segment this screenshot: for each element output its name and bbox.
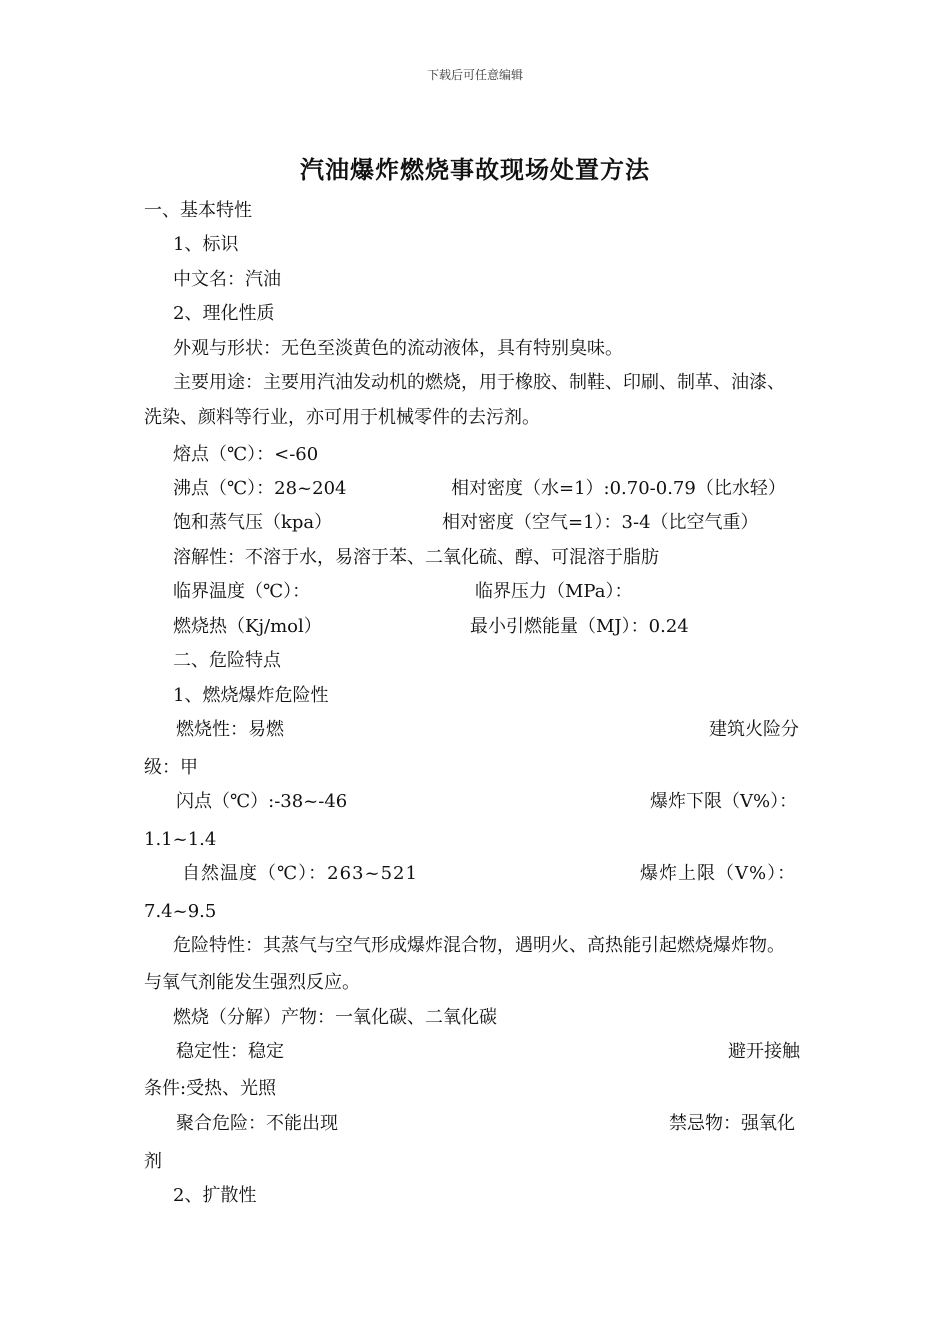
critical-pressure: 临界压力（MPa）： [475,581,633,602]
autoignition-temperature: 自然温度（℃）：263~521 [182,863,418,884]
fire-class-label: 建筑火险分 [709,719,799,740]
hazard-characteristics-line1: 危险特性：其蒸气与空气形成爆炸混合物，遇明火、高热能引起燃烧爆炸物。 [173,935,785,956]
incompatible-materials-value: 剂 [144,1151,162,1172]
chinese-name: 中文名：汽油 [173,269,281,290]
combustion-heat: 燃烧热（Kj/mol） [173,616,322,637]
subheading-diffusion: 2、扩散性 [173,1185,257,1206]
incompatible-materials-label: 禁忌物：强氧化 [669,1113,795,1134]
flammability: 燃烧性：易燃 [176,719,284,740]
melting-point: 熔点（℃）：<-60 [173,444,319,465]
document-title: 汽油爆炸燃烧事故现场处置方法 [300,155,650,184]
minimum-ignition-energy: 最小引燃能量（MJ）：0.24 [470,616,689,637]
solubility: 溶解性：不溶于水，易溶于苯、二氧化硫、醇、可混溶于脂肪 [173,547,659,568]
flash-point: 闪点（℃）:-38~-46 [176,791,348,812]
relative-density-water: 相对密度（水=1）:0.70-0.79（比水轻） [451,478,786,499]
section-heading-hazards: 二、危险特点 [173,650,281,671]
polymerization-hazard: 聚合危险：不能出现 [176,1113,338,1134]
boiling-point: 沸点（℃）：28~204 [173,478,347,499]
subheading-fire-explosion: 1、燃烧爆炸危险性 [173,685,329,706]
usage-text-line1: 主要用途：主要用汽油发动机的燃烧，用于橡胶、制鞋、印刷、制革、油漆、 [173,372,785,393]
conditions-to-avoid-label: 避开接触 [728,1041,800,1062]
subheading-identification: 1、标识 [173,234,239,255]
lower-explosion-limit-label: 爆炸下限（V%）： [650,791,798,812]
subheading-physicochemical: 2、理化性质 [173,303,275,324]
hazard-characteristics-line2: 与氧气剂能发生强烈反应。 [144,972,360,993]
upper-explosion-limit-label: 爆炸上限（V%）： [640,863,797,884]
upper-explosion-limit-value: 7.4~9.5 [144,901,217,922]
lower-explosion-limit-value: 1.1~1.4 [144,829,217,850]
combustion-products: 燃烧（分解）产物：一氧化碳、二氧化碳 [173,1007,497,1028]
critical-temperature: 临界温度（℃）： [173,581,311,602]
header-note: 下载后可任意编辑 [426,68,523,82]
section-heading-basic-properties: 一、基本特性 [144,200,252,221]
vapor-pressure: 饱和蒸气压（kpa） [173,512,333,533]
relative-density-air: 相对密度（空气=1）：3-4（比空气重） [442,512,759,533]
usage-text-line2: 洗染、颜料等行业，亦可用于机械零件的去污剂。 [144,407,540,428]
fire-class-value: 级：甲 [144,757,198,778]
appearance-text: 外观与形状：无色至淡黄色的流动液体，具有特别臭味。 [173,338,623,359]
stability: 稳定性：稳定 [176,1041,284,1062]
conditions-to-avoid-value: 条件:受热、光照 [144,1078,277,1099]
